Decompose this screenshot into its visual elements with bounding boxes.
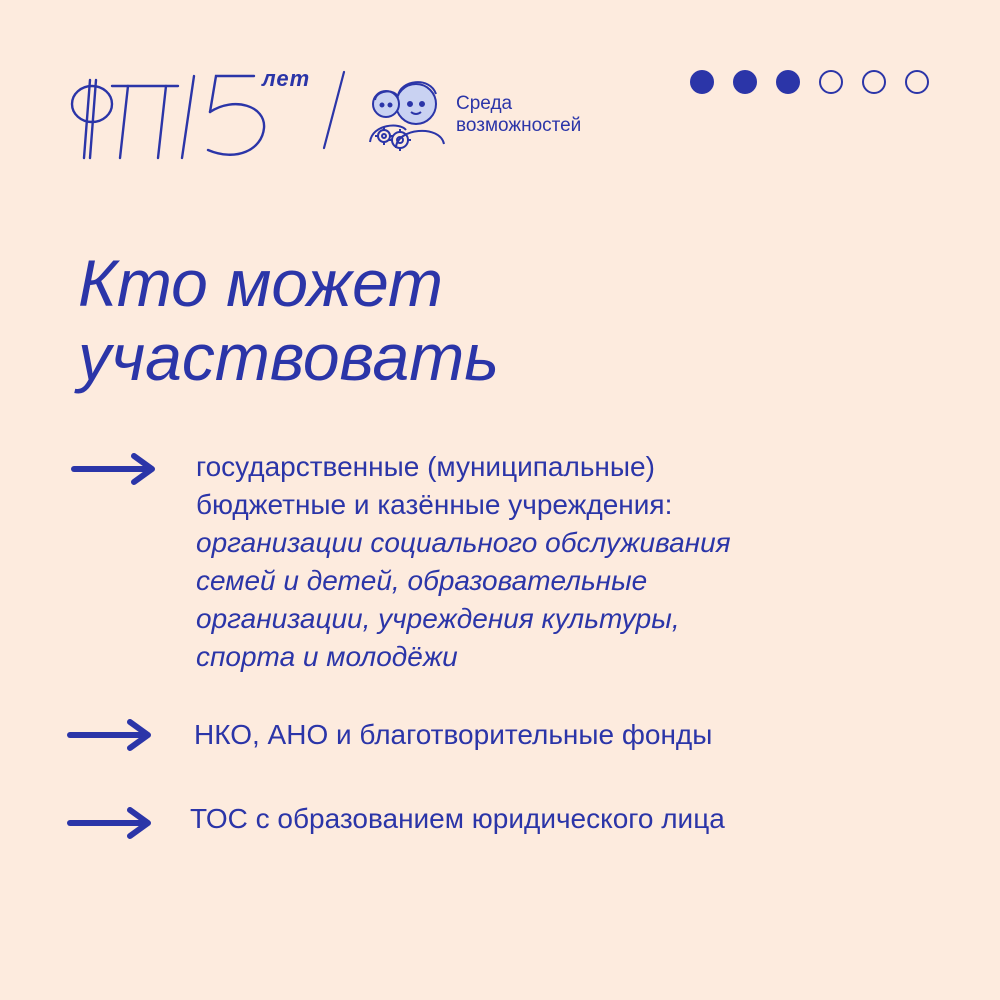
- item1-line2: бюджетные и казённые учреждения:: [196, 489, 673, 520]
- pagination-dot-empty: [905, 70, 929, 94]
- arrow-right-icon: [64, 806, 156, 840]
- item2-line1: НКО, АНО и благотворительные фонды: [194, 719, 713, 750]
- pagination-dots: [690, 70, 929, 94]
- pagination-dot-empty: [819, 70, 843, 94]
- sreda-people-gears-icon: [366, 70, 446, 152]
- list-item-state-institutions: [196, 448, 731, 676]
- logo-years-label: лет: [262, 66, 311, 91]
- title-line2: участвовать: [78, 320, 499, 394]
- item1-em4: спорта и молодёжи: [196, 641, 458, 672]
- page-title: [78, 246, 499, 394]
- sreda-line2: возможностей: [456, 115, 582, 136]
- arrow-right-icon: [68, 452, 160, 486]
- pagination-dot-empty: [862, 70, 886, 94]
- item1-em1: организации социального обслуживания: [196, 527, 731, 558]
- logo-divider: [318, 68, 348, 152]
- arrow-right-icon: [64, 718, 156, 752]
- item1-em2: семей и детей, образовательные: [196, 565, 648, 596]
- item1-em3: организации, учреждения культуры,: [196, 603, 680, 634]
- item1-line1: государственные (муниципальные): [196, 451, 655, 482]
- list-item-tos: [190, 800, 725, 838]
- sreda-line1: Среда: [456, 93, 513, 114]
- title-line1: Кто может: [78, 246, 444, 320]
- pagination-dot-filled: [733, 70, 757, 94]
- item3-line1: ТОС с образованием юридического лица: [190, 803, 725, 834]
- pagination-dot-filled: [776, 70, 800, 94]
- list-item-nko: [194, 716, 712, 754]
- sreda-logo-text: [456, 93, 581, 137]
- pagination-dot-filled: [690, 70, 714, 94]
